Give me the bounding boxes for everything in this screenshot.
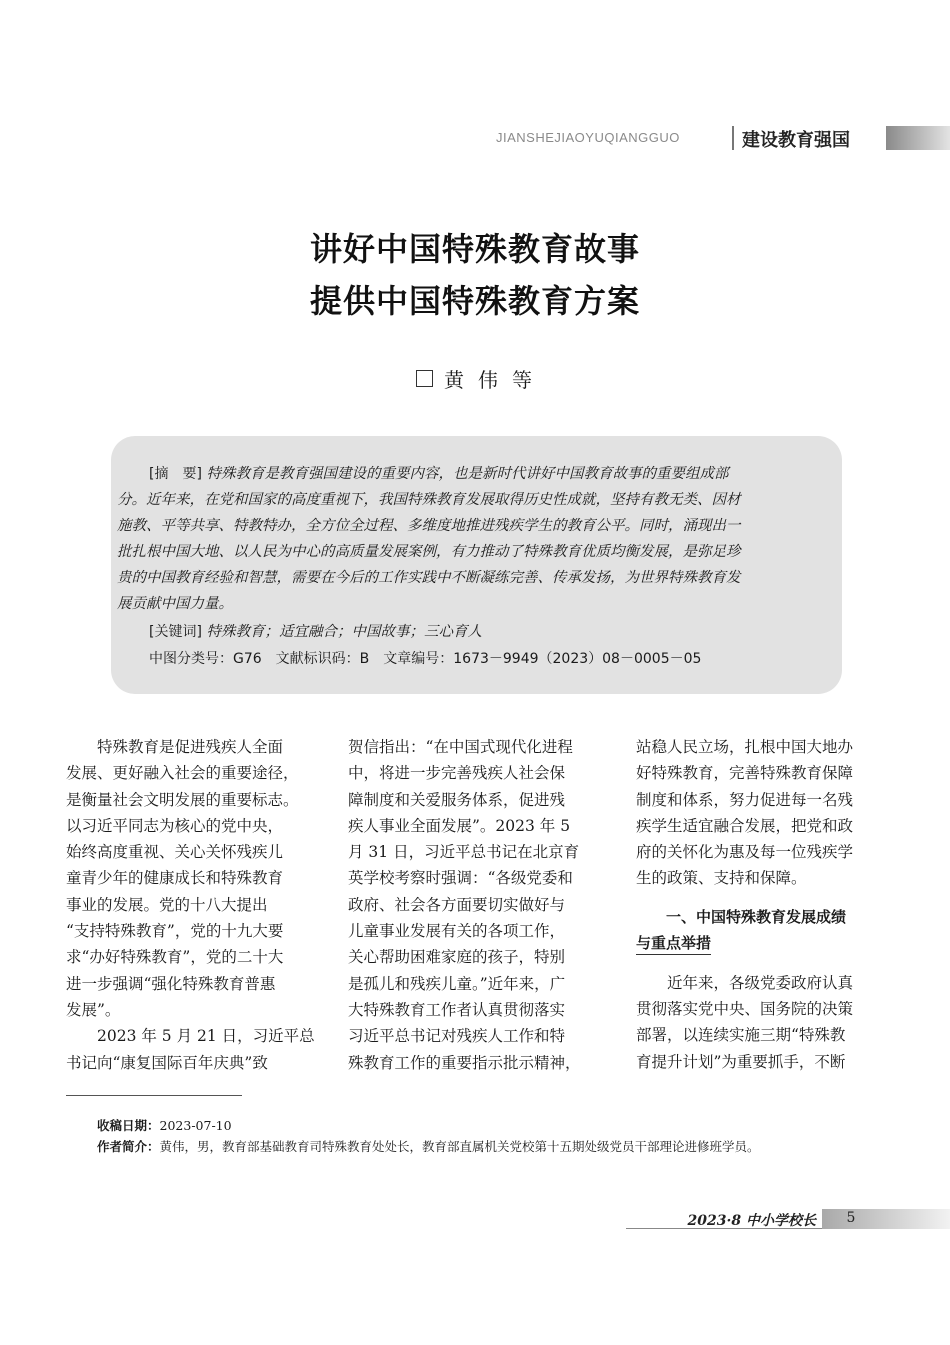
body-line: 疾学生适宜融合发展，把党和政: [636, 816, 854, 835]
body-line: 月 31 日，习近平总书记在北京育: [348, 843, 580, 862]
keywords-text: 特殊教育；适宜融合；中国故事；三心育人: [206, 624, 483, 640]
body-line: 中，将进一步完善残疾人社会保: [348, 764, 566, 783]
author-square-icon: [416, 370, 433, 387]
body-column-2: [348, 734, 606, 1076]
abstract-line: 分。近年来，在党和国家的高度重视下，我国特殊教育发展取得历史性成就，坚持有教无类、因材: [117, 492, 741, 508]
page-number: 5: [846, 1210, 856, 1226]
article-title-line-2: 提供中国特殊教育方案: [309, 282, 640, 320]
section-heading: [636, 904, 894, 956]
body-line: 障制度和关爱服务体系，促进残: [348, 790, 566, 809]
body-line: 特殊教育是促进残疾人全面: [97, 738, 284, 756]
author-bio: 黄伟，男，教育部基础教育司特殊教育处处长，教育部直属机关党校第十五期处级党员干部理论进修班学员。: [159, 1139, 760, 1154]
body-line: 事业的发展。党的十八大提出: [66, 895, 268, 914]
author-bio-note: [97, 1137, 760, 1155]
classification-line: 中图分类号：G76 文献标识码：B 文章编号：1673－9949（2023）08－0005－05: [149, 651, 702, 667]
keywords-line: [149, 620, 482, 641]
body-column-1: [66, 734, 324, 1076]
section-heading-line-2: 与重点举措: [636, 932, 711, 955]
body-line: 求“办好特殊教育”，党的二十大: [66, 948, 284, 967]
body-line: 是衡量社会文明发展的重要标志。: [66, 790, 299, 809]
body-line: 制度和体系，努力促进每一名残: [636, 790, 854, 809]
keywords-label: [关键词]: [149, 624, 202, 640]
abstract-line: [149, 462, 729, 483]
body-line: 儿童事业发展有关的各项工作，: [348, 922, 566, 941]
body-line: 是孤儿和残疾儿童。”近年来，广: [348, 974, 566, 993]
received-date-label: 收稿日期：: [97, 1118, 160, 1133]
body-line: 站稳人民立场，扎根中国大地办: [636, 738, 854, 756]
body-line: 关心帮助困难家庭的孩子，特别: [348, 948, 566, 967]
running-header-column-name: 建设教育强国: [742, 130, 850, 151]
article-title-line-1: 讲好中国特殊教育故事: [309, 230, 640, 268]
body-line: 好特殊教育，完善特殊教育保障: [636, 764, 854, 783]
body-line: 以习近平同志为核心的党中央，: [66, 816, 284, 835]
body-line: 疾人事业全面发展”。2023 年 5: [348, 816, 571, 835]
body-line: 育提升计划”为重要抓手，不断: [636, 1052, 846, 1071]
footer-issue-journal: 2023·8 中小学校长: [687, 1213, 816, 1229]
author-name: 黄伟等: [444, 368, 546, 392]
abstract-box: [111, 436, 842, 694]
abstract-line: 贵的中国教育经验和智慧，需要在今后的工作实践中不断凝练完善、传承发扬，为世界特殊教育发: [117, 570, 741, 586]
received-date-note: [97, 1116, 232, 1134]
body-line: 童青少年的健康成长和特殊教育: [66, 869, 284, 888]
body-line: 生的政策、支持和保障。: [636, 869, 807, 888]
body-line: 始终高度重视、关心关怀残疾儿: [66, 843, 284, 862]
body-line: 习近平总书记对残疾人工作和特: [348, 1027, 566, 1046]
body-line: 发展、更好融入社会的重要途径，: [66, 764, 299, 783]
author-bio-label: 作者简介：: [97, 1139, 160, 1154]
body-line: 发展”。: [66, 1000, 121, 1019]
abstract-line: 展贡献中国力量。: [117, 596, 233, 612]
footnote-rule: [66, 1095, 242, 1096]
body-line: 贺信指出：“在中国式现代化进程: [348, 738, 573, 756]
section-heading-line-1: 一、中国特殊教育发展成绩: [666, 907, 847, 926]
running-header-pinyin: JIANSHEJIAOYUQIANGGUO: [496, 130, 680, 145]
body-line: 部署，以连续实施三期“特殊教: [636, 1026, 846, 1045]
body-line: 英学校考察时强调：“各级党委和: [348, 869, 573, 888]
header-gradient-bar: [886, 126, 950, 150]
received-date: 2023-07-10: [159, 1118, 232, 1133]
body-line: 书记向“康复国际百年庆典”致: [66, 1053, 268, 1072]
body-line: 近年来，各级党委政府认真: [667, 973, 854, 992]
abstract-line: 施教、平等共享、特教特办，全方位全过程、多维度地推进残疾学生的教育公平。同时，涌现出一: [117, 518, 741, 534]
body-line: 府的关怀化为惠及每一位残疾学: [636, 843, 854, 862]
abstract-text: 特殊教育是教育强国建设的重要内容，也是新时代讲好中国教育故事的重要组成部: [206, 466, 729, 482]
body-line: 进一步强调“强化特殊教育普惠: [66, 974, 276, 993]
body-line: 贯彻落实党中央、国务院的决策: [636, 1000, 854, 1019]
abstract-label: [摘 要]: [149, 466, 202, 482]
body-line: 政府、社会各方面要切实做好与: [348, 895, 566, 914]
body-column-3: [636, 734, 894, 1075]
body-line: 大特殊教育工作者认真贯彻落实: [348, 1000, 566, 1019]
header-divider: [732, 126, 734, 150]
body-line: “支持特殊教育”，党的十九大要: [66, 922, 284, 941]
abstract-line: 批扎根中国大地、以人民为中心的高质量发展案例，有力推动了特殊教育优质均衡发展，是弥足珍: [117, 544, 741, 560]
body-line: 殊教育工作的重要指示批示精神，: [348, 1053, 581, 1072]
body-line: 2023 年 5 月 21 日，习近平总: [97, 1027, 315, 1046]
